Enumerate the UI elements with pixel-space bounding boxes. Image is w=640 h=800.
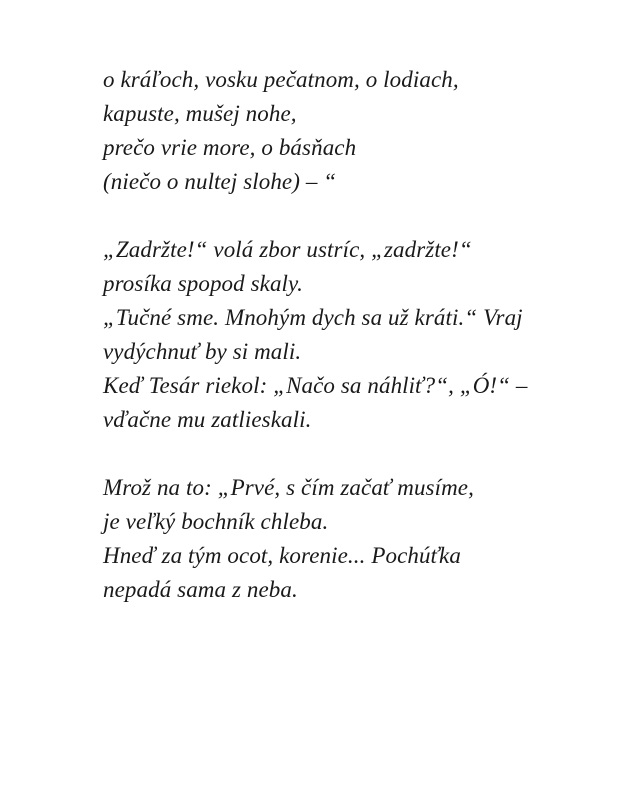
poem-line: kapuste, mušej nohe, xyxy=(103,101,297,126)
poem-line: „Zadržte!“ volá zbor ustríc, „zadržte!“ xyxy=(103,237,472,262)
stanza-1 xyxy=(103,63,623,199)
poem-line: nepadá sama z neba. xyxy=(103,577,298,602)
poem-line: Mrož na to: „Prvé, s čím začať musíme, xyxy=(103,475,474,500)
poem-line: vďačne mu zatlieskali. xyxy=(103,407,312,432)
poem-line: vydýchnuť by si mali. xyxy=(103,339,302,364)
poem-text xyxy=(103,63,623,607)
poem-line: Keď Tesár riekol: „Načo sa náhliť?“, „Ó!“ – xyxy=(103,373,528,398)
poem-line: prosíka spopod skaly. xyxy=(103,271,303,296)
poem-line: je veľký bochník chleba. xyxy=(103,509,329,534)
stanza-3 xyxy=(103,471,623,607)
stanza-2 xyxy=(103,233,623,437)
poem-line: „Tučné sme. Mnohým dych sa už kráti.“ Vraj xyxy=(103,305,523,330)
poem-line: prečo vrie more, o básňach xyxy=(103,135,357,160)
poem-line: (niečo o nultej slohe) – “ xyxy=(103,169,337,194)
poem-line: o kráľoch, vosku pečatnom, o lodiach, xyxy=(103,67,459,92)
poem-line: Hneď za tým ocot, korenie... Pochúťka xyxy=(103,543,461,568)
